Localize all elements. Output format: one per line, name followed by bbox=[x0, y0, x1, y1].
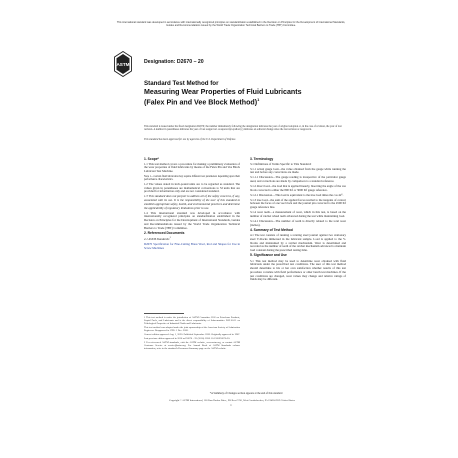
footnote-1c: Current edition approved Aug. 1, 2020. Published September 2020. Originally approved in 1967. Last previous edition approved in 2016 as D2670 – 95 (2016). DOI: 10.1520/D2670-20. bbox=[144, 333, 240, 340]
paragraph-1-1: 1.1 This test method covers a procedure for making a preliminary evaluation of the wear properties of fluid lubricants by means of the Falex Pin and Vee Block Lubricant Test Machine. bbox=[144, 161, 240, 174]
footnote-rule bbox=[144, 313, 184, 314]
footnote-mark-2: 2 bbox=[169, 237, 171, 240]
issuance-notice: This standard is issued under the fixed designation D2670; the number immediately following the designation indicates the year of original adoption or, in the case of revision, the year of last revision. A number in parentheses indicates the year of last reapproval. A superscript epsilon (ε) indicates an editorial change since the last revision or reapproval. bbox=[144, 125, 342, 132]
paragraph-3-1-2-1: 3.1.2.1 Discussion—This load is equivalent to the true load times the cos 42°. bbox=[250, 192, 344, 197]
summary-of-changes-note: *A Summary of Changes section appears at the end of this standard bbox=[209, 392, 283, 395]
note-1: Note 1—Certain fluid lubricants may require different test parameters depending upon their performance characteristics. bbox=[144, 175, 240, 182]
paragraph-3-1-1-1: 3.1.1.1 Discussion—The gauge reading is irrespective of the particular gauge used, and corrections are made by comparison to a standard reference. bbox=[250, 175, 346, 184]
copyright-line: Copyright © ASTM International, 100 Barr Harbor Drive, PO Box C700, West Conshohocken, PA 19428-2959. United States bbox=[169, 399, 295, 402]
footnote-1b: This test method was adopted under the joint sponsorship of the American Society of Lubrication Engineers. Reapproved in 1995. 1 Dec. 2020. bbox=[144, 326, 240, 333]
astm-logo-icon bbox=[114, 51, 132, 77]
title-line-1: Standard Test Method for bbox=[144, 80, 219, 87]
standard-title bbox=[144, 80, 314, 106]
referenced-standard bbox=[144, 243, 240, 251]
reference-title-link[interactable]: Specification for Fine-Cutting Brass Wool, Rod and Shapes for Use in Screw Machines bbox=[144, 242, 241, 250]
footnote-1: 1 This test method is under the jurisdiction of ASTM Committee D02 on Petroleum Products, Liquid Fuels, and Lubricants and is the direct responsibility of Subcommittee D02.L0.11 on Tribological Properties of Industrial Fluids and Lubricants. bbox=[144, 316, 240, 326]
dod-notice: This standard has been approved for use by agencies of the U.S. Department of Defense. bbox=[144, 138, 236, 141]
title-main: Measuring Wear Properties of Fluid Lubricants (Falex Pin and Vee Block Method) bbox=[144, 87, 302, 107]
right-column bbox=[250, 156, 346, 283]
section-heading-references: 2. Referenced Documents bbox=[144, 230, 185, 235]
footnotes bbox=[144, 313, 240, 351]
paragraph-2-1-text: 2.1 ASTM Standards: bbox=[144, 237, 170, 242]
paragraph-3-1: 3.1 Definitions of Terms Specific to This Standard: bbox=[250, 161, 312, 166]
paragraph-4-1: 4.1 The test consists of running a rotating steel journal against two stationary steel V-blocks immersed in the lubricant sample. Load is applied to the V-blocks and maintained by a ratchet mechanism. Wear is determined and recorded as the number of teeth of the ratchet mechanism advanced to maintain load constant during the prescribed testing time. bbox=[250, 233, 346, 253]
section-heading-significance: 5. Significance and Use bbox=[250, 253, 287, 258]
section-heading-terminology: 3. Terminology bbox=[250, 156, 274, 161]
section-heading-summary: 4. Summary of Test Method bbox=[250, 227, 293, 232]
reference-code-link[interactable]: D2670 bbox=[144, 242, 153, 246]
footnote-2: 2 For referenced ASTM standards, visit the ASTM website, www.astm.org, or contact ASTM Customer Service at service@astm.org. For Annual Book of ASTM Standards volume information, refer to the standard's Document Summary page on the ASTM website. bbox=[144, 340, 240, 350]
paragraph-3-1-1: 3.1.1 actual gauge load—the value obtained from the gauge while running the test and before any corrections are made. bbox=[250, 166, 346, 175]
paragraph-3-1-4-1: 3.1.4.1 Discussion—The number of teeth is directly related to the total wear (inches). bbox=[250, 218, 346, 227]
paragraph-1-3: 1.3 This standard does not purport to address all of the safety concerns, if any, associated with its use. It is the responsibility of the user of this standard to establish appropriate safety, health, and environmental practices and determine the applicability of regulatory limitations prior to use. bbox=[144, 194, 240, 210]
paragraph-5-1: 5.1 This test method may be used to determine wear obtained with fluid lubricants under the prescribed test conditions. The user of this test method should determine to his or her own satisfaction whether results of this test procedure correlate with field performance or other bench test machines. If the test conditions are changed, wear values may change and relative ratings of fluids may be different. bbox=[250, 258, 346, 282]
page-number: 1 bbox=[230, 404, 232, 407]
paragraph-1-4: 1.4 This international standard was developed in accordance with internationally recognized principles on standardization established in the Decision on Principles for the Development of International Standards, Guides and Recommendations issued by the World Trade Organization Technical Barriers to Trade (TBT) Committee. bbox=[144, 210, 240, 230]
left-column bbox=[144, 156, 240, 252]
paragraph-3-1-3: 3.1.3 true load—the sum of the applied forces normal to the tangents of contact between the faces of one vee block and the journal pin corrected to the 4500 lbf gauge reference line. bbox=[250, 197, 346, 210]
section-heading-scope: 1. Scope* bbox=[144, 156, 159, 161]
designation: Designation: D2670 – 20 bbox=[144, 59, 204, 65]
svg-text:ASTM: ASTM bbox=[116, 62, 130, 67]
paragraph-3-1-4: 3.1.4 wear teeth—a measurement of wear, which in this test, is based on the number of ratchet wheel teeth advanced during the test while maintaining load. bbox=[250, 210, 346, 218]
title-line-2 bbox=[144, 88, 314, 107]
title-footnote-mark: 1 bbox=[257, 96, 260, 102]
paragraph-1-2: 1.2 The values stated in inch-pound units are to be regarded as standard. The values given in parentheses are mathematical conversions to SI units that are provided for information only and are not considered standard. bbox=[144, 181, 240, 194]
paragraph-3-1-2: 3.1.2 direct load—the load that is applied linearly, bisecting the angle of the vee block corrected to either the 800 lbf or 3000 lbf gauge reference. bbox=[250, 184, 346, 192]
intro-notice: This international standard was developed in accordance with internationally recognized principles on standardization established in the Decision on Principles for the Development of International Standards, Guides and Recommendations issued by the World Trade Organization Technical Barriers to Trade (TBT) Committee. bbox=[116, 21, 346, 28]
